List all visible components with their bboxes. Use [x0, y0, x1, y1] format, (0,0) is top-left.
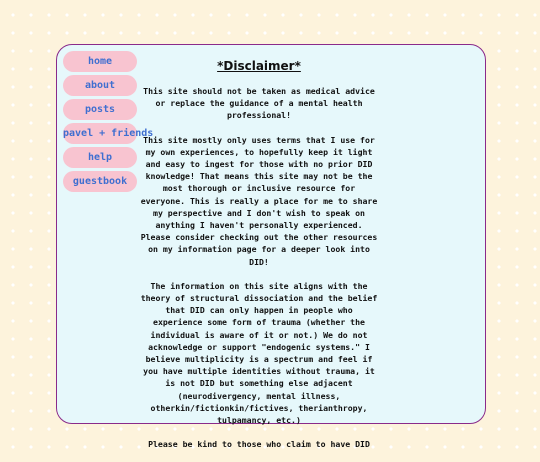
- sidebar-nav: [63, 51, 154, 195]
- disclaimer-paragraph-medical: This site should not be taken as medical advice or replace the guidance of a mental health professional!: [143, 86, 375, 121]
- nav-about-button[interactable]: about: [63, 75, 137, 96]
- nav-guestbook-button[interactable]: guestbook: [63, 171, 137, 192]
- page-title: *Disclaimer*: [217, 59, 301, 73]
- disclaimer-paragraph-theory: The information on this site aligns with the theory of structural dissociation and the belief that DID can only happen in people who experience some form of trauma (whether the individual is aware of it or not.) We do not acknowledge or support "endogenic systems." I believe multiplicity is a spectrum and feel if you have multiple identities without trauma, it is not DID but something else adjacent (neurodivergency, mental illness, otherkin/fictionkin/fictives, therianthropy, tulpamancy, etc.): [140, 280, 378, 426]
- nav-posts-button[interactable]: posts: [63, 99, 137, 120]
- disclaimer-content: [139, 59, 379, 462]
- nav-pavel-friends-button[interactable]: pavel + friends: [63, 123, 137, 144]
- nav-home-button[interactable]: home: [63, 51, 137, 72]
- nav-help-button[interactable]: help: [63, 147, 137, 168]
- main-panel: [56, 44, 486, 450]
- disclaimer-paragraph-kindness: Please be kind to those who claim to have DID: [148, 439, 370, 450]
- disclaimer-paragraph-terms: This site mostly only uses terms that I use for my own experiences, to hopefully keep it light and easy to ingest for those with no prior DID knowledge! That means this site may not be the most thorough or inclusive resource for everyone. This is really a place for me to share my perspective and I don't wish to speak on anything I haven't personally experienced. Please consider checking out the other resources on my information page for a deeper look into DID!: [140, 134, 378, 267]
